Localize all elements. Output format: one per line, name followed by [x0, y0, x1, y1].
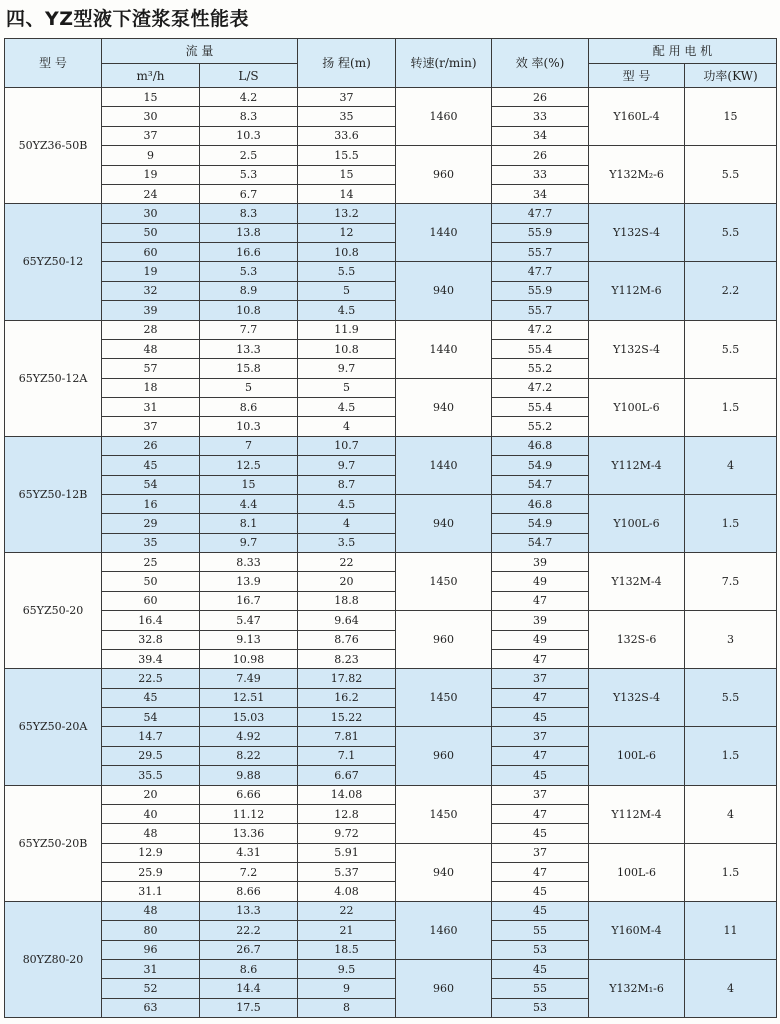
cell-head: 4 [298, 417, 396, 436]
cell-flow-m3h: 57 [102, 359, 200, 378]
cell-efficiency: 55 [492, 921, 589, 940]
cell-flow-m3h: 19 [102, 262, 200, 281]
cell-flow-ls: 16.6 [200, 243, 298, 262]
cell-speed: 1450 [396, 669, 492, 727]
cell-speed: 1440 [396, 320, 492, 378]
cell-head: 7.1 [298, 746, 396, 765]
cell-head: 7.81 [298, 727, 396, 746]
cell-efficiency: 55.9 [492, 223, 589, 242]
cell-head: 14.08 [298, 785, 396, 804]
cell-efficiency: 45 [492, 824, 589, 843]
table-row [5, 785, 777, 804]
cell-head: 9.5 [298, 959, 396, 978]
cell-efficiency: 54.7 [492, 533, 589, 552]
cell-flow-m3h: 16 [102, 494, 200, 513]
cell-head: 4.5 [298, 398, 396, 417]
cell-flow-m3h: 37 [102, 417, 200, 436]
cell-flow-ls: 13.9 [200, 572, 298, 591]
cell-flow-ls: 9.13 [200, 630, 298, 649]
cell-head: 22 [298, 901, 396, 920]
cell-head: 5.5 [298, 262, 396, 281]
cell-head: 6.67 [298, 766, 396, 785]
cell-motor-model: Y112M-4 [589, 785, 685, 843]
cell-flow-m3h: 32.8 [102, 630, 200, 649]
page-title: 四、YZ型液下渣浆泵性能表 [6, 8, 250, 30]
cell-head: 35 [298, 107, 396, 126]
cell-flow-m3h: 25.9 [102, 863, 200, 882]
table-row [5, 494, 777, 513]
cell-motor-power: 11 [685, 901, 777, 959]
cell-speed: 940 [396, 262, 492, 320]
cell-motor-model: Y132S-4 [589, 669, 685, 727]
cell-flow-ls: 9.7 [200, 533, 298, 552]
cell-head: 10.8 [298, 339, 396, 358]
cell-head: 15.5 [298, 146, 396, 165]
cell-head: 15 [298, 165, 396, 184]
header-motor-power: 功率(KW) [685, 64, 777, 88]
cell-pump-model: 65YZ50-20 [5, 553, 102, 669]
cell-efficiency: 39 [492, 611, 589, 630]
table-row [5, 727, 777, 746]
cell-head: 10.7 [298, 436, 396, 455]
cell-flow-m3h: 30 [102, 107, 200, 126]
cell-motor-power: 4 [685, 436, 777, 494]
cell-flow-m3h: 54 [102, 475, 200, 494]
cell-flow-ls: 8.1 [200, 514, 298, 533]
cell-flow-m3h: 40 [102, 804, 200, 823]
cell-flow-ls: 13.3 [200, 339, 298, 358]
cell-efficiency: 26 [492, 146, 589, 165]
cell-efficiency: 47 [492, 746, 589, 765]
cell-flow-ls: 26.7 [200, 940, 298, 959]
cell-motor-model: 100L-6 [589, 727, 685, 785]
cell-flow-m3h: 35 [102, 533, 200, 552]
cell-efficiency: 37 [492, 669, 589, 688]
header-flow-m3h: m³/h [102, 64, 200, 88]
cell-efficiency: 33 [492, 107, 589, 126]
cell-flow-m3h: 22.5 [102, 669, 200, 688]
cell-flow-ls: 4.4 [200, 494, 298, 513]
cell-efficiency: 37 [492, 785, 589, 804]
cell-efficiency: 47.7 [492, 204, 589, 223]
cell-flow-ls: 5.3 [200, 262, 298, 281]
cell-head: 4.5 [298, 301, 396, 320]
cell-head: 3.5 [298, 533, 396, 552]
header-motor: 配 用 电 机 [589, 39, 777, 64]
table-row [5, 611, 777, 630]
cell-motor-model: 132S-6 [589, 611, 685, 669]
cell-efficiency: 49 [492, 630, 589, 649]
cell-speed: 1460 [396, 901, 492, 959]
cell-head: 8.7 [298, 475, 396, 494]
cell-flow-ls: 8.9 [200, 281, 298, 300]
cell-speed: 960 [396, 611, 492, 669]
cell-flow-m3h: 54 [102, 708, 200, 727]
cell-efficiency: 47 [492, 688, 589, 707]
cell-speed: 1440 [396, 204, 492, 262]
cell-efficiency: 47 [492, 863, 589, 882]
cell-head: 16.2 [298, 688, 396, 707]
table-row [5, 843, 777, 862]
cell-efficiency: 37 [492, 843, 589, 862]
cell-flow-ls: 9.88 [200, 766, 298, 785]
table-body [5, 88, 777, 1018]
cell-flow-ls: 8.6 [200, 398, 298, 417]
cell-efficiency: 53 [492, 998, 589, 1017]
cell-motor-model: Y160M-4 [589, 901, 685, 959]
cell-flow-ls: 12.51 [200, 688, 298, 707]
cell-flow-ls: 15.8 [200, 359, 298, 378]
cell-motor-model: Y112M-6 [589, 262, 685, 320]
cell-pump-model: 65YZ50-12 [5, 204, 102, 320]
cell-head: 18.8 [298, 591, 396, 610]
cell-head: 9.7 [298, 359, 396, 378]
cell-flow-m3h: 96 [102, 940, 200, 959]
cell-flow-ls: 10.3 [200, 417, 298, 436]
cell-speed: 960 [396, 959, 492, 1017]
cell-flow-ls: 8.66 [200, 882, 298, 901]
cell-efficiency: 39 [492, 553, 589, 572]
cell-flow-m3h: 48 [102, 901, 200, 920]
cell-motor-power: 5.5 [685, 204, 777, 262]
cell-motor-power: 1.5 [685, 843, 777, 901]
cell-efficiency: 55.4 [492, 398, 589, 417]
table-row [5, 901, 777, 920]
cell-motor-power: 5.5 [685, 320, 777, 378]
cell-motor-power: 15 [685, 88, 777, 146]
cell-flow-m3h: 25 [102, 553, 200, 572]
cell-flow-m3h: 15 [102, 88, 200, 107]
cell-flow-ls: 7.7 [200, 320, 298, 339]
cell-efficiency: 55.2 [492, 417, 589, 436]
cell-efficiency: 37 [492, 727, 589, 746]
cell-efficiency: 47 [492, 804, 589, 823]
cell-speed: 960 [396, 146, 492, 204]
cell-flow-m3h: 24 [102, 184, 200, 203]
cell-efficiency: 45 [492, 708, 589, 727]
table-row [5, 436, 777, 455]
cell-flow-ls: 8.3 [200, 107, 298, 126]
cell-head: 17.82 [298, 669, 396, 688]
performance-table-container [4, 38, 776, 1018]
cell-efficiency: 53 [492, 940, 589, 959]
cell-efficiency: 45 [492, 901, 589, 920]
cell-flow-m3h: 45 [102, 456, 200, 475]
table-row [5, 669, 777, 688]
cell-efficiency: 47.7 [492, 262, 589, 281]
cell-pump-model: 65YZ50-20B [5, 785, 102, 901]
cell-head: 9.7 [298, 456, 396, 475]
cell-flow-ls: 5.3 [200, 165, 298, 184]
cell-flow-ls: 8.3 [200, 204, 298, 223]
cell-flow-ls: 7.49 [200, 669, 298, 688]
cell-motor-model: Y112M-4 [589, 436, 685, 494]
cell-flow-m3h: 39.4 [102, 649, 200, 668]
cell-motor-power: 1.5 [685, 378, 777, 436]
cell-speed: 940 [396, 378, 492, 436]
cell-efficiency: 47 [492, 591, 589, 610]
cell-motor-model: 100L-6 [589, 843, 685, 901]
cell-head: 5.37 [298, 863, 396, 882]
cell-speed: 1440 [396, 436, 492, 494]
cell-motor-power: 5.5 [685, 669, 777, 727]
cell-flow-ls: 10.98 [200, 649, 298, 668]
cell-efficiency: 46.8 [492, 494, 589, 513]
cell-motor-power: 2.2 [685, 262, 777, 320]
cell-efficiency: 55 [492, 979, 589, 998]
cell-motor-model: Y132S-4 [589, 204, 685, 262]
cell-efficiency: 55.4 [492, 339, 589, 358]
cell-head: 5 [298, 378, 396, 397]
cell-flow-m3h: 50 [102, 572, 200, 591]
cell-motor-model: Y132M₁-6 [589, 959, 685, 1017]
cell-speed: 1450 [396, 785, 492, 843]
cell-head: 8 [298, 998, 396, 1017]
cell-head: 15.22 [298, 708, 396, 727]
cell-flow-ls: 16.7 [200, 591, 298, 610]
cell-efficiency: 55.7 [492, 243, 589, 262]
cell-flow-ls: 10.3 [200, 126, 298, 145]
cell-head: 14 [298, 184, 396, 203]
table-row [5, 146, 777, 165]
table-row [5, 320, 777, 339]
cell-motor-power: 4 [685, 785, 777, 843]
header-flow: 流 量 [102, 39, 298, 64]
cell-efficiency: 47 [492, 649, 589, 668]
cell-flow-m3h: 30 [102, 204, 200, 223]
cell-head: 4 [298, 514, 396, 533]
cell-motor-power: 4 [685, 959, 777, 1017]
cell-motor-power: 7.5 [685, 553, 777, 611]
cell-flow-m3h: 28 [102, 320, 200, 339]
header-motor-model: 型 号 [589, 64, 685, 88]
cell-motor-power: 5.5 [685, 146, 777, 204]
cell-flow-ls: 17.5 [200, 998, 298, 1017]
cell-head: 5.91 [298, 843, 396, 862]
table-row [5, 553, 777, 572]
cell-efficiency: 45 [492, 882, 589, 901]
cell-speed: 940 [396, 494, 492, 552]
cell-head: 21 [298, 921, 396, 940]
cell-efficiency: 26 [492, 88, 589, 107]
cell-efficiency: 55.2 [492, 359, 589, 378]
cell-flow-ls: 15.03 [200, 708, 298, 727]
cell-efficiency: 55.7 [492, 301, 589, 320]
cell-flow-m3h: 20 [102, 785, 200, 804]
cell-efficiency: 33 [492, 165, 589, 184]
cell-head: 5 [298, 281, 396, 300]
table-row [5, 204, 777, 223]
cell-flow-ls: 7.2 [200, 863, 298, 882]
cell-speed: 940 [396, 843, 492, 901]
cell-speed: 1460 [396, 88, 492, 146]
cell-flow-ls: 8.6 [200, 959, 298, 978]
cell-efficiency: 55.9 [492, 281, 589, 300]
cell-flow-m3h: 80 [102, 921, 200, 940]
cell-flow-m3h: 16.4 [102, 611, 200, 630]
cell-efficiency: 34 [492, 184, 589, 203]
cell-head: 11.9 [298, 320, 396, 339]
cell-flow-ls: 22.2 [200, 921, 298, 940]
cell-flow-m3h: 14.7 [102, 727, 200, 746]
header-flow-ls: L/S [200, 64, 298, 88]
cell-flow-ls: 13.8 [200, 223, 298, 242]
cell-flow-m3h: 19 [102, 165, 200, 184]
cell-efficiency: 34 [492, 126, 589, 145]
cell-efficiency: 54.9 [492, 514, 589, 533]
cell-flow-ls: 6.66 [200, 785, 298, 804]
cell-efficiency: 54.7 [492, 475, 589, 494]
table-row [5, 262, 777, 281]
cell-flow-m3h: 39 [102, 301, 200, 320]
cell-flow-m3h: 48 [102, 824, 200, 843]
cell-head: 4.08 [298, 882, 396, 901]
cell-flow-ls: 12.5 [200, 456, 298, 475]
cell-head: 13.2 [298, 204, 396, 223]
cell-flow-m3h: 31.1 [102, 882, 200, 901]
cell-flow-m3h: 31 [102, 959, 200, 978]
cell-flow-m3h: 26 [102, 436, 200, 455]
cell-head: 12 [298, 223, 396, 242]
table-row [5, 378, 777, 397]
cell-flow-ls: 10.8 [200, 301, 298, 320]
cell-efficiency: 46.8 [492, 436, 589, 455]
cell-flow-ls: 4.92 [200, 727, 298, 746]
cell-motor-model: Y100L-6 [589, 494, 685, 552]
cell-flow-ls: 6.7 [200, 184, 298, 203]
cell-flow-m3h: 52 [102, 979, 200, 998]
cell-flow-m3h: 60 [102, 591, 200, 610]
cell-flow-m3h: 50 [102, 223, 200, 242]
cell-flow-m3h: 48 [102, 339, 200, 358]
header-speed: 转速(r/min) [396, 39, 492, 88]
cell-efficiency: 45 [492, 959, 589, 978]
cell-flow-ls: 2.5 [200, 146, 298, 165]
cell-efficiency: 45 [492, 766, 589, 785]
cell-flow-m3h: 37 [102, 126, 200, 145]
cell-head: 33.6 [298, 126, 396, 145]
cell-flow-ls: 13.3 [200, 901, 298, 920]
cell-flow-ls: 14.4 [200, 979, 298, 998]
cell-head: 37 [298, 88, 396, 107]
cell-flow-ls: 11.12 [200, 804, 298, 823]
cell-efficiency: 47.2 [492, 378, 589, 397]
cell-head: 22 [298, 553, 396, 572]
header-head: 扬 程(m) [298, 39, 396, 88]
cell-motor-model: Y160L-4 [589, 88, 685, 146]
cell-pump-model: 65YZ50-20A [5, 669, 102, 785]
cell-head: 9.64 [298, 611, 396, 630]
cell-flow-m3h: 9 [102, 146, 200, 165]
cell-motor-power: 3 [685, 611, 777, 669]
cell-pump-model: 65YZ50-12B [5, 436, 102, 552]
cell-flow-m3h: 29 [102, 514, 200, 533]
cell-motor-power: 1.5 [685, 727, 777, 785]
cell-flow-ls: 4.31 [200, 843, 298, 862]
cell-flow-ls: 5.47 [200, 611, 298, 630]
cell-flow-m3h: 63 [102, 998, 200, 1017]
cell-head: 12.8 [298, 804, 396, 823]
cell-flow-ls: 4.2 [200, 88, 298, 107]
cell-efficiency: 49 [492, 572, 589, 591]
cell-head: 8.76 [298, 630, 396, 649]
cell-flow-m3h: 18 [102, 378, 200, 397]
cell-motor-model: Y100L-6 [589, 378, 685, 436]
cell-flow-m3h: 35.5 [102, 766, 200, 785]
header-efficiency: 效 率(%) [492, 39, 589, 88]
cell-flow-ls: 15 [200, 475, 298, 494]
cell-flow-ls: 8.33 [200, 553, 298, 572]
cell-head: 4.5 [298, 494, 396, 513]
cell-motor-model: Y132S-4 [589, 320, 685, 378]
cell-flow-ls: 13.36 [200, 824, 298, 843]
cell-flow-m3h: 12.9 [102, 843, 200, 862]
cell-flow-m3h: 32 [102, 281, 200, 300]
cell-head: 8.23 [298, 649, 396, 668]
cell-pump-model: 80YZ80-20 [5, 901, 102, 1017]
cell-pump-model: 65YZ50-12A [5, 320, 102, 436]
cell-head: 9 [298, 979, 396, 998]
cell-motor-model: Y132M-4 [589, 553, 685, 611]
cell-motor-power: 1.5 [685, 494, 777, 552]
cell-flow-ls: 5 [200, 378, 298, 397]
cell-head: 18.5 [298, 940, 396, 959]
cell-flow-ls: 8.22 [200, 746, 298, 765]
cell-speed: 1450 [396, 553, 492, 611]
cell-efficiency: 54.9 [492, 456, 589, 475]
cell-motor-model: Y132M₂-6 [589, 146, 685, 204]
cell-flow-m3h: 45 [102, 688, 200, 707]
cell-pump-model: 50YZ36-50B [5, 88, 102, 204]
table-row [5, 88, 777, 107]
performance-table [4, 38, 777, 1018]
cell-speed: 960 [396, 727, 492, 785]
cell-flow-m3h: 60 [102, 243, 200, 262]
cell-head: 10.8 [298, 243, 396, 262]
header-model: 型 号 [5, 39, 102, 88]
cell-flow-ls: 7 [200, 436, 298, 455]
table-row [5, 959, 777, 978]
cell-flow-m3h: 31 [102, 398, 200, 417]
cell-flow-m3h: 29.5 [102, 746, 200, 765]
cell-head: 9.72 [298, 824, 396, 843]
cell-efficiency: 47.2 [492, 320, 589, 339]
cell-head: 20 [298, 572, 396, 591]
